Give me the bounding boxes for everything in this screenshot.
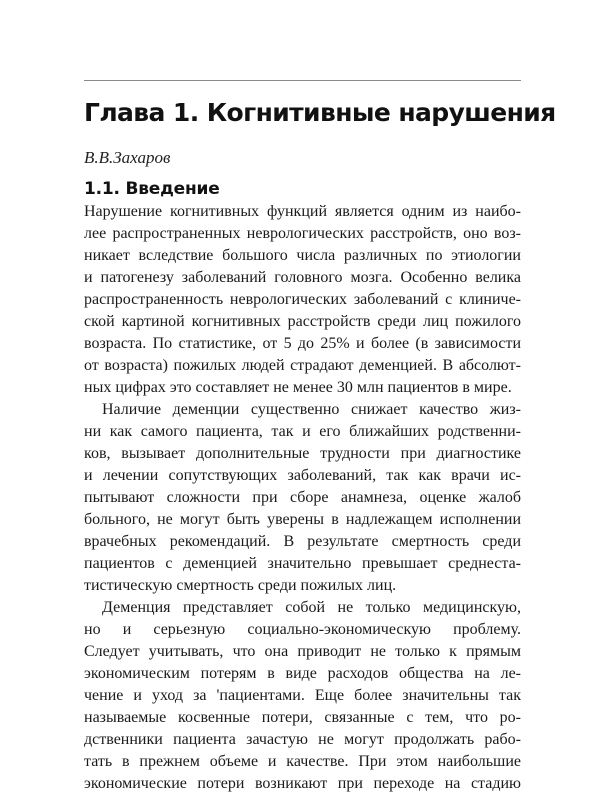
text-line: ков, вызывает дополнительные трудности при диагностике [84, 445, 521, 462]
paragraph-3 [84, 597, 521, 795]
text-line: называемые косвенные потери, связанные с тем, что ро- [84, 709, 521, 726]
text-line: от возраста) пожилых людей страдают деменцией. В абсолют- [84, 357, 521, 374]
paragraph-2 [84, 399, 521, 597]
text-line: чение и уход за 'пациентами. Еще более значительны так [84, 687, 521, 704]
section-title: 1.1. Введение [84, 179, 220, 199]
author-name: В.В.Захаров [84, 148, 171, 167]
text-line: больного, не могут быть уверены в надлежащем исполнении [84, 511, 521, 528]
text-line: пациентов с деменцией значительно превышает среднеста- [84, 555, 521, 572]
text-line: распространенность неврологических заболеваний с клиниче- [84, 291, 521, 308]
text-line: дственники пациента зачастую не могут продолжать рабо- [84, 731, 521, 748]
text-line: и лечении сопутствующих заболеваний, так как врачи ис- [84, 467, 521, 484]
header-rule [84, 80, 521, 81]
text-line: экономическим потерям в виде расходов общества на ле- [84, 665, 521, 682]
text-line: Наличие деменции существенно снижает качество жиз- [102, 401, 521, 418]
text-line: врачебных рекомендаций. В результате смертность среди [84, 533, 521, 550]
text-line: экономические потери возникают при переходе на стадию [84, 775, 521, 792]
text-line: возраста. По статистике, от 5 до 25% и более (в зависимости [84, 335, 521, 352]
text-line: ни как самого пациента, так и его ближайших родственни- [84, 423, 521, 440]
text-line: Следует учитывать, что она приводит не только к прямым [84, 643, 521, 660]
text-line: лее распространенных неврологических расстройств, оно воз- [84, 225, 521, 242]
text-line: тать в прежнем объеме и качестве. При этом наибольшие [84, 753, 521, 770]
chapter-title: Глава 1. Когнитивные нарушения [84, 98, 556, 127]
text-line: никает вследствие большого числа различных по этиологии [84, 247, 521, 264]
text-line: тистическую смертность среди пожилых лиц. [84, 577, 397, 594]
text-line: Нарушение когнитивных функций является одним из наибо- [84, 203, 521, 220]
text-line: но и серьезную социально-экономическую проблему. [84, 621, 521, 638]
paragraph-1 [84, 201, 521, 399]
body-text [84, 201, 521, 795]
text-line: и патогенезу заболеваний головного мозга. Особенно велика [84, 269, 521, 286]
text-line: Деменция представляет собой не только медицинскую, [102, 599, 521, 616]
text-line: ных цифрах это составляет не менее 30 млн пациентов в мире. [84, 379, 512, 396]
text-line: пытывают сложности при сборе анамнеза, оценке жалоб [84, 489, 521, 506]
text-line: ской картиной когнитивных расстройств среди лиц пожилого [84, 313, 521, 330]
